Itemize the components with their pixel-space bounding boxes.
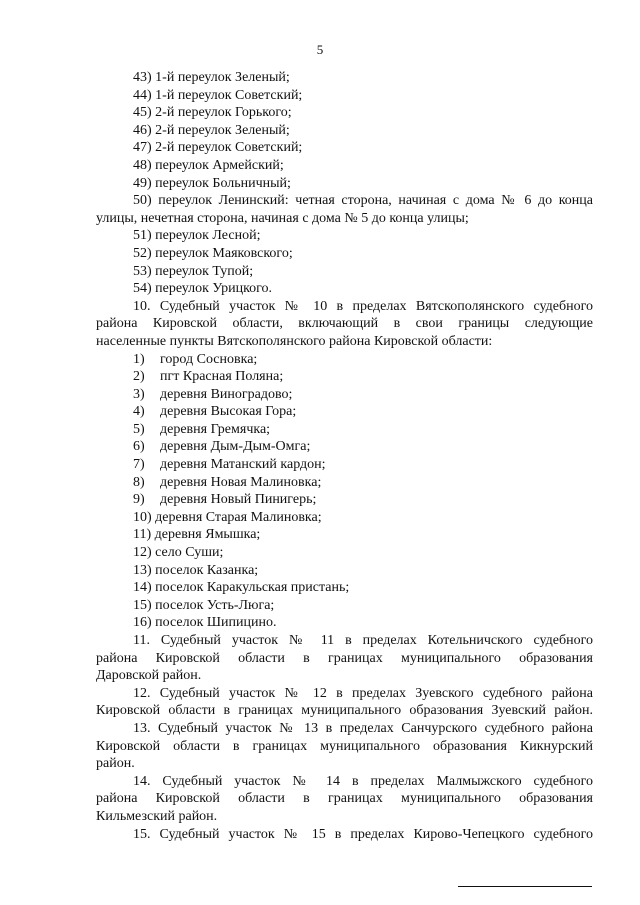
text-line: район.	[96, 756, 135, 772]
text-line: 15. Судебный участок № 15 в пределах Кирово-Чепецкого судебного	[133, 826, 593, 842]
list-item-text: деревня Новая Малиновка;	[160, 474, 322, 490]
text-line: Кильмезский район.	[96, 808, 218, 824]
list-item-text: деревня Виноградово;	[160, 386, 293, 402]
text-line: района Кировской области, включающий в свои границы следующие	[96, 316, 593, 332]
text-line: Даровской район.	[96, 668, 202, 684]
list-item-number: 9)	[133, 492, 145, 508]
text-line: улицы, нечетная сторона, начиная с дома № 5 до конца улицы;	[96, 210, 469, 226]
text-line: района Кировской области в границах муниципального образования	[96, 650, 593, 666]
text-line	[96, 456, 593, 474]
text-line: 12. Судебный участок № 12 в пределах Зуевского судебного района	[133, 685, 593, 701]
text-line: 11) деревня Ямышка;	[133, 527, 261, 543]
document-body	[96, 69, 593, 843]
list-item-number: 6)	[133, 439, 145, 455]
list-item-text: деревня Новый Пинигерь;	[160, 492, 317, 508]
text-line: 15) поселок Усть-Люга;	[133, 597, 275, 613]
text-line: 10. Судебный участок № 10 в пределах Вятскополянского судебного	[133, 298, 593, 314]
text-line: 14) поселок Каракульская пристань;	[133, 580, 350, 596]
text-line: 14. Судебный участок № 14 в пределах Малмыжского судебного	[133, 773, 593, 789]
list-item-text: пгт Красная Поляна;	[160, 369, 284, 385]
text-line	[96, 491, 593, 509]
text-line	[96, 386, 593, 404]
footer-rule	[458, 886, 592, 887]
text-line: населенные пункты Вятскополянского района Кировской области:	[96, 333, 493, 349]
list-item-text: деревня Гремячка;	[160, 421, 271, 437]
list-item-text: деревня Матанский кардон;	[160, 457, 326, 473]
text-line	[96, 368, 593, 386]
text-line: 16) поселок Шипицино.	[133, 615, 277, 631]
text-line: 52) переулок Маяковского;	[133, 245, 293, 261]
text-line: 12) село Суши;	[133, 545, 224, 561]
text-line: 53) переулок Тупой;	[133, 263, 254, 279]
list-item-number: 3)	[133, 386, 145, 402]
list-item-text: деревня Дым-Дым-Омга;	[160, 439, 311, 455]
text-line: 11. Судебный участок № 11 в пределах Котельничского судебного	[133, 633, 593, 648]
list-item-number: 7)	[133, 457, 145, 473]
text-line: 54) переулок Урицкого.	[133, 281, 273, 297]
text-line: 48) переулок Армейский;	[133, 157, 284, 173]
list-item-number: 1)	[133, 351, 145, 367]
text-line	[96, 403, 593, 421]
text-line: 51) переулок Лесной;	[133, 228, 261, 244]
list-item-text: деревня Высокая Гора;	[160, 404, 297, 420]
list-item-number: 8)	[133, 474, 145, 490]
text-line	[96, 438, 593, 456]
text-line: 10) деревня Старая Малиновка;	[133, 509, 322, 525]
text-line: района Кировской области в границах муниципального образования	[96, 791, 593, 807]
text-line: Кировской области в границах муниципального образования Зуевский район.	[96, 703, 593, 719]
text-line: 50) переулок Ленинский: четная сторона, начиная с дома № 6 до конца	[133, 193, 593, 209]
text-line: 44) 1-й переулок Советский;	[133, 87, 303, 103]
text-line	[96, 421, 593, 439]
text-line: 47) 2-й переулок Советский;	[133, 140, 303, 156]
text-line: 45) 2-й переулок Горького;	[133, 105, 292, 121]
text-line: 46) 2-й переулок Зеленый;	[133, 122, 290, 138]
list-item-number: 2)	[133, 369, 145, 385]
list-item-text: город Сосновка;	[160, 351, 258, 367]
text-line: Кировской области в границах муниципального образования Кикнурский	[96, 738, 593, 754]
text-line: 43) 1-й переулок Зеленый;	[133, 70, 290, 85]
list-item-number: 5)	[133, 421, 145, 437]
page-number: 5	[316, 42, 324, 57]
text-line: 13. Судебный участок № 13 в пределах Санчурского судебного района	[133, 720, 593, 736]
text-line: 13) поселок Казанка;	[133, 562, 259, 578]
text-line: 49) переулок Больничный;	[133, 175, 291, 191]
list-item-number: 4)	[133, 404, 145, 420]
text-line	[96, 474, 593, 492]
text-line	[96, 351, 593, 369]
